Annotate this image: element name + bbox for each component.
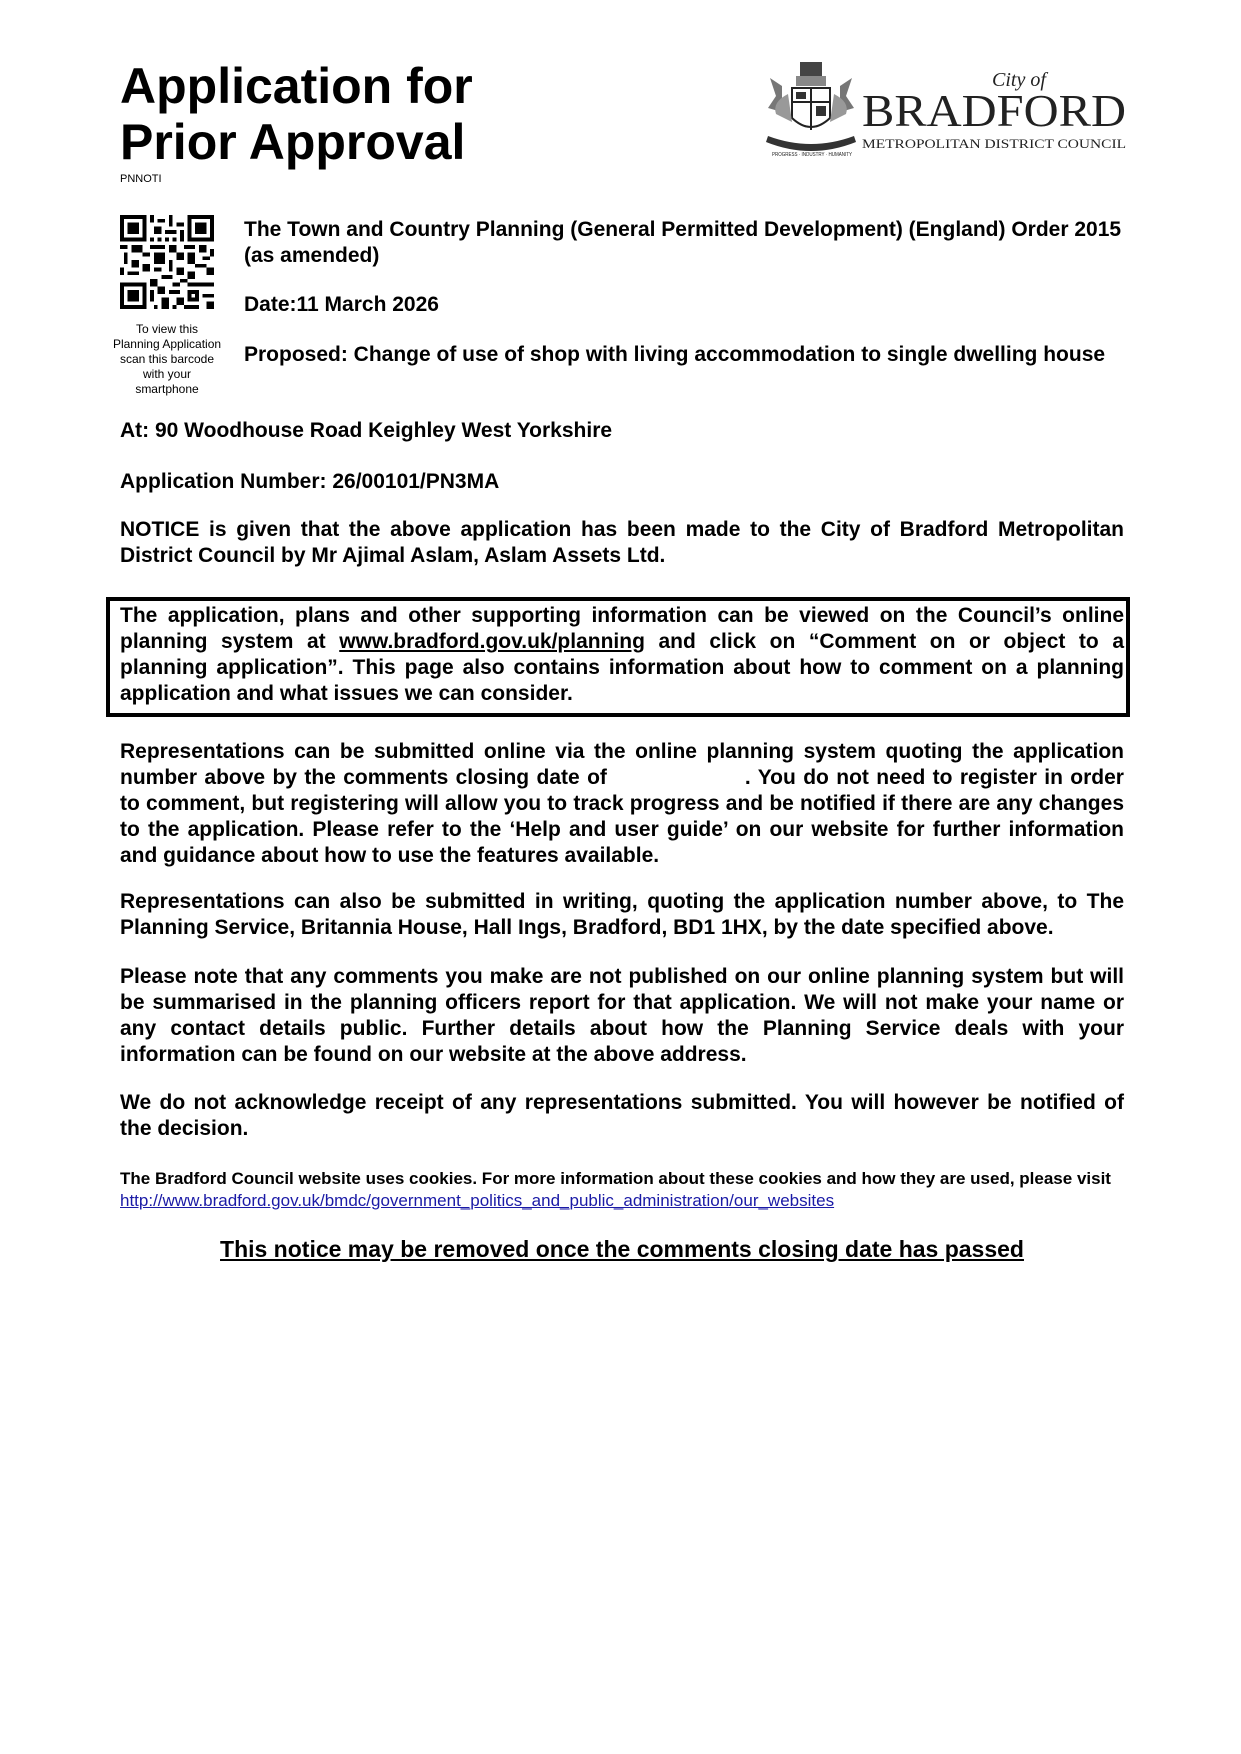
title-line-2: Prior Approval: [120, 114, 466, 170]
qr-caption: To view this Planning Application scan this barcode with your smartphone: [112, 322, 222, 396]
comments-publication-note: Please note that any comments you make are not published on our online planning system but will be summarised in the planning officers report for that application. We will not make your name or any contact details public. Further details about how the Planning Service deals with your information can be found on our website at the above address.: [120, 965, 1124, 1066]
coat-of-arms-icon: [766, 62, 856, 151]
legislation-order: The Town and Country Planning (General Permitted Development) (England) Order 2015 (as amended): [244, 218, 1122, 267]
representations-online-before: Representations can be submitted online via the online planning system quoting the application number above by the comments closing date of: [120, 740, 1124, 789]
application-number: Application Number: 26/00101/PN3MA: [120, 470, 500, 493]
title-line-1: Application for: [120, 58, 473, 114]
notice-statement: NOTICE is given that the above application has been made to the City of Bradford Metropolitan District Council by Mr Ajimal Aslam, Aslam Assets Ltd.: [120, 518, 1124, 567]
form-code: PNNOTI: [120, 173, 162, 185]
proposed-development: Proposed: Change of use of shop with living accommodation to single dwelling house: [244, 343, 1106, 366]
representations-online-after: . You do not need to register in order to comment, but registering will allow you to track progress and be notified if there are any changes to the application. Please refer to the ‘Help and user guide’ on our website for further information and guidance about how to use the features available.: [120, 766, 1124, 867]
online-info-before: The application, plans and other supporting information can be viewed on the Council’s online planning system at: [120, 604, 1124, 653]
logo-city-of: City of: [992, 69, 1046, 91]
site-address: At: 90 Woodhouse Road Keighley West Yorkshire: [120, 419, 613, 442]
bradford-council-logo: [762, 56, 1128, 160]
notice-date: Date:11 March 2026: [244, 293, 439, 316]
logo-bradford: BRADFORD: [862, 86, 1126, 136]
logo-motto: PROGRESS · INDUSTRY · HUMANITY: [772, 152, 853, 158]
logo-council: METROPOLITAN DISTRICT COUNCIL: [862, 136, 1127, 151]
acknowledgement-note: We do not acknowledge receipt of any representations submitted. You will however be notified of the decision.: [120, 1091, 1124, 1140]
removal-footer: This notice may be removed once the comments closing date has passed: [220, 1236, 1024, 1262]
cookies-notice: [120, 1168, 1124, 1212]
page-title: [120, 58, 473, 170]
online-info-after: and click on “Comment on or object to a planning application”. This page also contains information about how to comment on a planning application and what issues we can consider.: [120, 630, 1124, 705]
representations-online: [120, 739, 1124, 869]
planning-website-link[interactable]: www.bradford.gov.uk/planning: [339, 630, 645, 653]
qr-code-icon: [120, 215, 214, 309]
online-info-text: [120, 603, 1124, 707]
cookies-link[interactable]: http://www.bradford.gov.uk/bmdc/government_politics_and_public_administration/our_websites: [120, 1191, 835, 1210]
representations-writing: Representations can also be submitted in writing, quoting the application number above, to The Planning Service, Britannia House, Hall Ings, Bradford, BD1 1HX, by the date specified above.: [120, 890, 1124, 939]
cookies-text: The Bradford Council website uses cookies. For more information about these cookies and how they are used, please visit: [120, 1169, 1111, 1188]
